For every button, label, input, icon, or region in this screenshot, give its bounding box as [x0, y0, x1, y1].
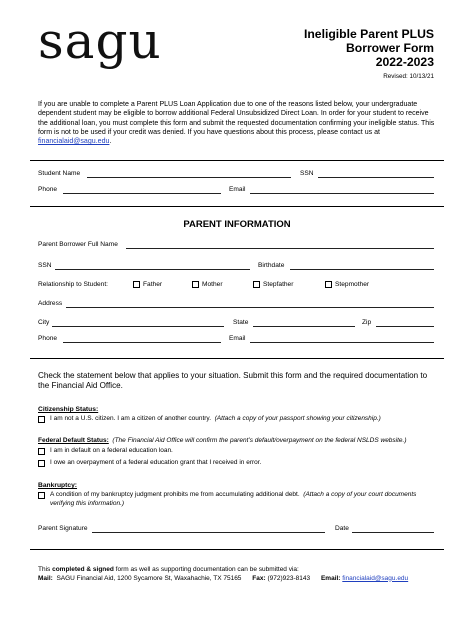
bankruptcy-checkbox[interactable]	[38, 492, 45, 499]
student-email-field[interactable]	[250, 193, 434, 194]
footer-line1	[38, 566, 448, 575]
sagu-logo: sagu	[38, 12, 162, 70]
parent-email-label: Email	[229, 335, 246, 342]
relationship-mother-checkbox[interactable]	[192, 281, 199, 288]
bankruptcy-option-text	[50, 491, 442, 508]
footer-line2	[38, 575, 448, 584]
divider-footer	[30, 549, 444, 550]
student-phone-field[interactable]	[63, 193, 221, 194]
signature-label: Parent Signature	[38, 525, 88, 532]
bankruptcy-heading: Bankruptcy:	[38, 482, 78, 489]
parent-phone-label: Phone	[38, 335, 58, 342]
default-heading: Federal Default Status:	[38, 437, 109, 444]
citizenship-option-text	[50, 415, 381, 424]
relationship-father-checkbox[interactable]	[133, 281, 140, 288]
parent-birthdate-label: Birthdate	[258, 262, 285, 269]
relationship-mother-label: Mother	[202, 281, 223, 288]
student-name-field[interactable]	[87, 177, 291, 178]
relationship-stepfather-checkbox[interactable]	[253, 281, 260, 288]
fax-number: (972)923-8143	[267, 574, 311, 582]
footer-line1-pre: This	[38, 566, 53, 573]
mail-label: Mail:	[38, 574, 53, 582]
parent-name-field[interactable]	[126, 248, 434, 249]
default-loan-checkbox[interactable]	[38, 448, 45, 455]
parent-email-field[interactable]	[250, 342, 434, 343]
citizenship-option: I am not a U.S. citizen. I am a citizen of another country.	[50, 415, 212, 422]
relationship-stepmother-checkbox[interactable]	[325, 281, 332, 288]
city-field[interactable]	[52, 326, 224, 327]
default-note: (The Financial Aid Office will confirm the parent’s default/overpayment on the federal NSLDS website.)	[112, 437, 407, 444]
footer-line1-bold: completed & signed	[52, 566, 114, 573]
address-field[interactable]	[66, 307, 434, 308]
parent-info-heading: PARENT INFORMATION	[183, 219, 291, 230]
bankruptcy-note: (Attach a copy of your court documents verifying this information.)	[50, 491, 417, 507]
intro-paragraph	[38, 100, 438, 146]
date-label: Date	[335, 525, 349, 532]
footer	[38, 566, 448, 583]
parent-name-label: Parent Borrower Full Name	[38, 241, 118, 248]
student-ssn-field[interactable]	[318, 177, 434, 178]
form-title-line1: Ineligible Parent PLUS	[303, 27, 434, 41]
default-heading-row	[38, 437, 407, 446]
intro-end: .	[109, 138, 112, 145]
relationship-father-label: Father	[143, 281, 163, 288]
form-title-line2: Borrower Form	[345, 41, 434, 56]
student-email-label: Email	[229, 186, 246, 193]
date-field[interactable]	[352, 532, 434, 533]
student-ssn-label: SSN	[300, 170, 314, 177]
relationship-label: Relationship to Student:	[38, 281, 109, 288]
parent-ssn-label: SSN	[38, 262, 52, 269]
citizenship-heading: Citizenship Status:	[38, 406, 99, 413]
relationship-stepfather-label: Stepfather	[263, 281, 294, 288]
parent-ssn-field[interactable]	[55, 269, 250, 270]
intro-email-link[interactable]: financialaid@sagu.edu	[38, 138, 110, 145]
intro-text: If you are unable to complete a Parent PLUS Loan Application due to one of the reasons listed below, your undergraduate dependent student may be eligible to borrow additional Federal Unsubsidized Direct Loan. In order for your student to receive the additional loan, you must complete this form and submit the requested documentation confirming your ineligible status. This form is not to be used if your credit was denied. If you have questions about this process, please contact us at	[38, 101, 435, 136]
form-title-block	[304, 27, 434, 80]
address-label: Address	[38, 300, 63, 307]
fax-label: Fax:	[252, 574, 266, 582]
city-label: City	[38, 319, 50, 326]
parent-birthdate-field[interactable]	[290, 269, 434, 270]
footer-email-link[interactable]: financialaid@sagu.edu	[342, 574, 409, 582]
form-year: 2022-2023	[375, 55, 434, 70]
footer-email-label: Email:	[320, 574, 341, 582]
citizenship-note: (Attach a copy of your passport showing your citizenship.)	[214, 415, 381, 422]
state-field[interactable]	[253, 326, 355, 327]
default-loan-text: I am in default on a federal education loan.	[50, 447, 173, 454]
overpayment-checkbox[interactable]	[38, 460, 45, 467]
bankruptcy-option: A condition of my bankruptcy judgment prohibits me from accumulating additional debt.	[50, 491, 300, 498]
footer-line1-post: form as well as supporting documentation can be submitted via:	[113, 566, 299, 573]
zip-label: Zip	[362, 319, 372, 326]
zip-field[interactable]	[376, 326, 434, 327]
overpayment-text: I owe an overpayment of a federal education grant that I received in error.	[50, 459, 262, 466]
signature-field[interactable]	[92, 532, 325, 533]
instructions-text: Check the statement below that applies to your situation. Submit this form and the required documentation to the Financial Aid Office.	[38, 371, 428, 391]
divider-parent	[30, 358, 444, 359]
state-label: State	[233, 319, 249, 326]
student-name-label: Student Name	[38, 170, 81, 177]
mail-address: SAGU Financial Aid, 1200 Sycamore St, Waxahachie, TX 75165	[56, 574, 242, 582]
parent-phone-field[interactable]	[63, 342, 221, 343]
divider-student	[30, 206, 444, 207]
student-phone-label: Phone	[38, 186, 58, 193]
divider-top	[30, 160, 444, 161]
revised-date: Revised: 10/13/21	[383, 72, 434, 80]
relationship-stepmother-label: Stepmother	[335, 281, 370, 288]
citizenship-checkbox[interactable]	[38, 416, 45, 423]
